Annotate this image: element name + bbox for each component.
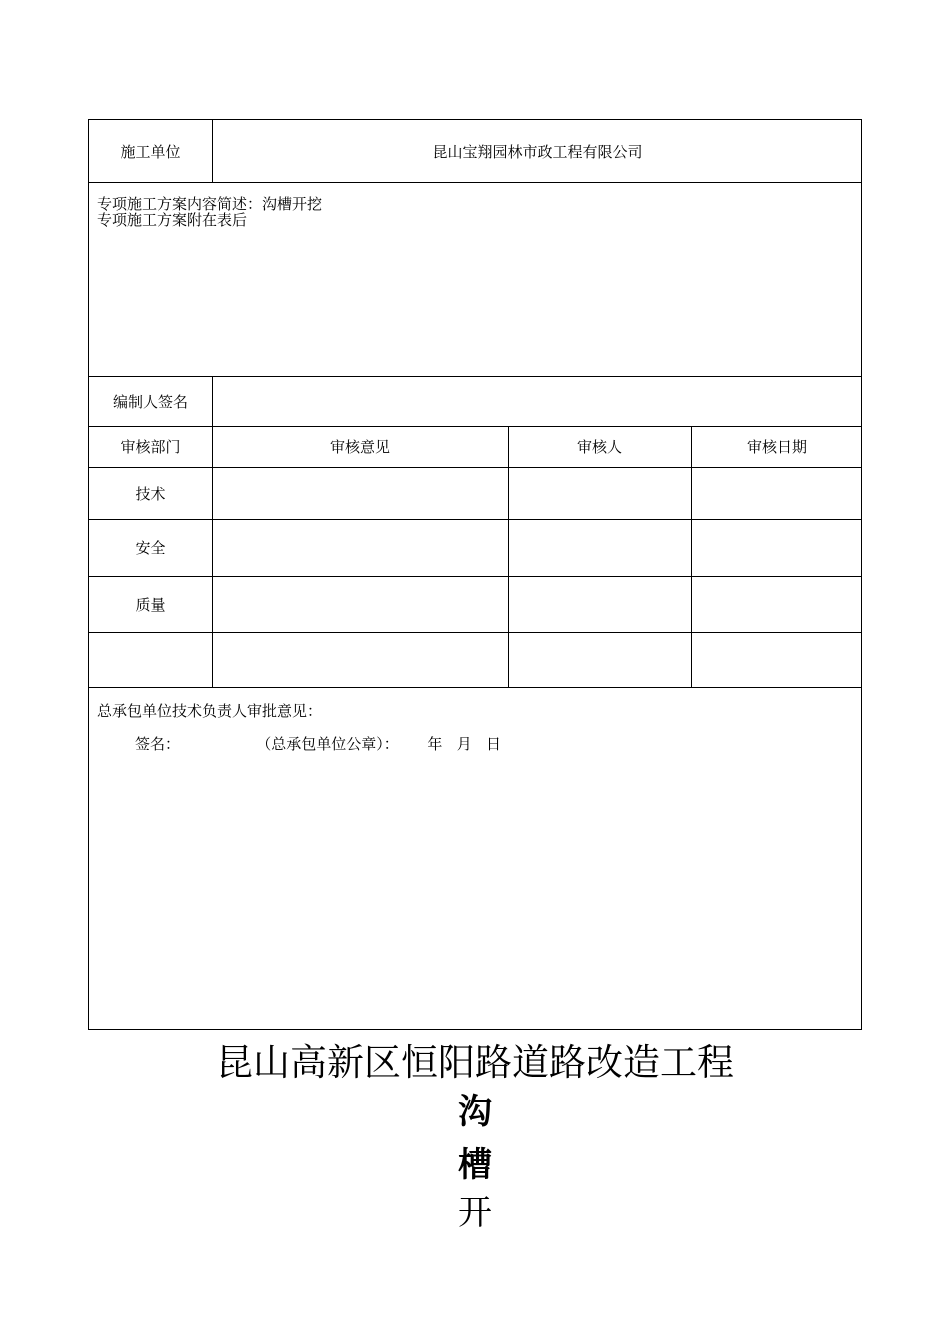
review-opinion-field[interactable] [212, 632, 508, 687]
review-dept-technical: 技术 [135, 484, 166, 503]
plan-description-line: 专项施工方案内容简述：沟槽开挖 [97, 195, 323, 213]
header-review-dept: 审核部门 [120, 438, 181, 456]
plan-description [97, 196, 322, 228]
plan-description-line: 专项施工方案附在表后 [97, 211, 248, 229]
review-dept-blank [89, 632, 212, 687]
construction-unit-label: 施工单位 [120, 142, 181, 161]
review-date-field[interactable] [691, 576, 863, 632]
reviewer-field[interactable] [508, 576, 691, 632]
review-date-field[interactable] [691, 467, 863, 519]
header-review-date: 审核日期 [746, 438, 807, 456]
compiler-signature-field[interactable] [212, 376, 863, 426]
review-dept-quality: 质量 [135, 595, 166, 614]
construction-unit-value: 昆山宝翔园林市政工程有限公司 [432, 142, 643, 161]
approval-label: 总承包单位技术负责人审批意见： [97, 702, 323, 720]
compiler-signature-label: 编制人签名 [112, 392, 188, 411]
review-date-field[interactable] [691, 632, 863, 687]
header-reviewer: 审核人 [576, 438, 622, 456]
review-date-field[interactable] [691, 519, 863, 576]
review-opinion-field[interactable] [212, 467, 508, 519]
cover-vertical-char: 开 [458, 1193, 492, 1233]
cover-vertical-char: 槽 [458, 1145, 492, 1185]
cover-vertical-char: 沟 [458, 1092, 492, 1132]
grid-line [89, 687, 861, 688]
general-contractor-approval [97, 700, 501, 754]
header-review-opinion: 审核意见 [329, 438, 390, 456]
review-dept-safety: 安全 [135, 539, 166, 557]
approval-signature-line: 签名： （总承包单位公章）： 年 月 日 [135, 735, 502, 753]
review-opinion-field[interactable] [212, 576, 508, 632]
reviewer-field[interactable] [508, 519, 691, 576]
approval-form-table [88, 119, 862, 1030]
cover-title: 昆山高新区恒阳路道路改造工程 [216, 1041, 734, 1084]
reviewer-field[interactable] [508, 632, 691, 687]
grid-line [89, 182, 861, 183]
review-opinion-field[interactable] [212, 519, 508, 576]
reviewer-field[interactable] [508, 467, 691, 519]
